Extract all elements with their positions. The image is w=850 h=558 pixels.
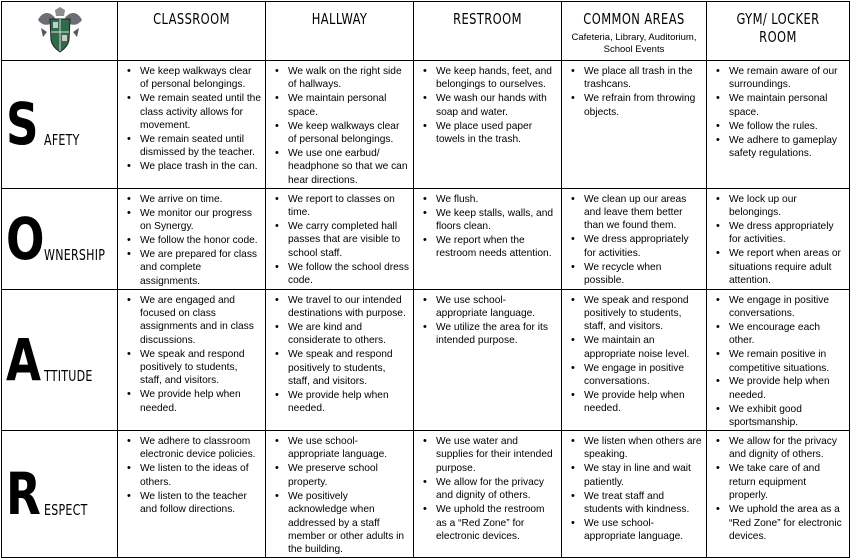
list-item: • We place used paper towels in the trash.: [436, 120, 557, 147]
column-header-common-areas: [562, 2, 707, 61]
list-item: • We keep stalls, walls, and floors clean.: [436, 207, 557, 234]
list-item: • We place trash in the can.: [140, 160, 261, 173]
row-initial: A: [6, 325, 42, 394]
matrix-row-ownership: [2, 188, 850, 289]
column-title: CLASSROOM: [153, 10, 230, 28]
list-item: • We travel to our intended destinations with purpose.: [288, 294, 409, 321]
cell-safety-hallway: [266, 61, 414, 189]
list-item: • We speak and respond positively to students, staff, and visitors.: [140, 348, 261, 388]
list-item: • We maintain an appropriate noise level.: [584, 334, 702, 361]
list-item: • We place all trash in the trashcans.: [584, 65, 702, 92]
column-header-classroom: [118, 2, 266, 61]
list-item: • We remain aware of our surroundings.: [729, 65, 845, 92]
list-item: • We report when areas or situations require adult attention.: [729, 247, 845, 287]
row-initial: S: [6, 90, 39, 159]
header-row: [2, 2, 850, 61]
list-item: • We treat staff and students with kindness.: [584, 490, 702, 517]
column-subtitle: Cafeteria, Library, Auditorium, School Events: [571, 32, 697, 55]
list-item: • We stay in line and wait patiently.: [584, 462, 702, 489]
list-item: • We report to classes on time.: [288, 193, 409, 220]
cell-attitude-restroom: [414, 289, 562, 431]
list-item: • We carry completed hall passes that are visible to school staff.: [288, 220, 409, 260]
list-item: • We allow for the privacy and dignity of others.: [729, 435, 845, 462]
cell-ownership-hallway: [266, 188, 414, 289]
column-title: HALLWAY: [311, 10, 368, 28]
list-item: • We maintain personal space.: [288, 92, 409, 119]
row-initial: O: [6, 204, 45, 273]
list-item: • We are prepared for class and complete assignments.: [140, 248, 261, 288]
list-item: • We refrain from throwing objects.: [584, 92, 702, 119]
cell-respect-hallway: [266, 431, 414, 558]
list-item: • We maintain personal space.: [729, 92, 845, 119]
matrix-row-attitude: [2, 289, 850, 431]
list-item: • We take care of and return equipment properly.: [729, 462, 845, 502]
cell-attitude-hallway: [266, 289, 414, 431]
list-item: • We clean up our areas and leave them better than we found them.: [584, 193, 702, 233]
row-header-attitude: [2, 289, 118, 431]
list-item: • We provide help when needed.: [584, 389, 702, 416]
list-item: • We keep walkways clear of personal belongings.: [288, 120, 409, 147]
list-item: • We monitor our progress on Synergy.: [140, 207, 261, 234]
list-item: • We use water and supplies for their intended purpose.: [436, 435, 557, 475]
list-item: • We are engaged and focused on class assignments and in class discussions.: [140, 294, 261, 348]
cell-respect-gym: [707, 431, 850, 558]
cell-attitude-classroom: [118, 289, 266, 431]
list-item: • We use one earbud/ headphone so that we can hear directions.: [288, 147, 409, 187]
cell-respect-restroom: [414, 431, 562, 558]
list-item: • We engage in positive conversations.: [584, 362, 702, 389]
row-header-safety: [2, 61, 118, 189]
row-label-rest: AFETY: [44, 131, 80, 150]
behavior-matrix-table: [1, 1, 850, 558]
list-item: • We keep hands, feet, and belongings to ourselves.: [436, 65, 557, 92]
cell-ownership-classroom: [118, 188, 266, 289]
list-item: • We engage in positive conversations.: [729, 294, 845, 321]
list-item: • We dress appropriately for activities.: [584, 233, 702, 260]
column-title: COMMON AREAS: [583, 10, 685, 28]
logo-cell: [2, 2, 118, 61]
list-item: • We follow the honor code.: [140, 234, 261, 247]
list-item: • We allow for the privacy and dignity of others.: [436, 476, 557, 503]
matrix-row-respect: [2, 431, 850, 558]
list-item: • We listen to the ideas of others.: [140, 462, 261, 489]
row-header-ownership: [2, 188, 118, 289]
list-item: • We use school-appropriate language.: [436, 294, 557, 321]
list-item: • We uphold the area as a “Red Zone” for electronic devices.: [729, 503, 845, 543]
row-label-rest: WNERSHIP: [44, 245, 106, 264]
list-item: • We exhibit good sportsmanship.: [729, 403, 845, 430]
eagle-crest-logo-icon: [35, 4, 85, 54]
column-header-gym-locker-room: [707, 2, 850, 61]
column-header-hallway: [266, 2, 414, 61]
list-item: • We adhere to classroom electronic device policies.: [140, 435, 261, 462]
list-item: • We walk on the right side of hallways.: [288, 65, 409, 92]
list-item: • We use school-appropriate language.: [584, 517, 702, 544]
cell-ownership-gym: [707, 188, 850, 289]
column-header-restroom: [414, 2, 562, 61]
cell-respect-classroom: [118, 431, 266, 558]
list-item: • We arrive on time.: [140, 193, 261, 206]
list-item: • We remain positive in competitive situations.: [729, 348, 845, 375]
list-item: • We adhere to gameplay safety regulations.: [729, 134, 845, 161]
matrix-row-safety: [2, 61, 850, 189]
list-item: • We flush.: [436, 193, 557, 206]
list-item: • We dress appropriately for activities.: [729, 220, 845, 247]
list-item: • We provide help when needed.: [140, 388, 261, 415]
list-item: • We keep walkways clear of personal belongings.: [140, 65, 261, 92]
list-item: • We uphold the restroom as a “Red Zone” for electronic devices.: [436, 503, 557, 543]
list-item: • We provide help when needed.: [288, 389, 409, 416]
list-item: • We recycle when possible.: [584, 261, 702, 288]
cell-attitude-common-areas: [562, 289, 707, 431]
cell-safety-gym: [707, 61, 850, 189]
cell-ownership-restroom: [414, 188, 562, 289]
list-item: • We speak and respond positively to students, staff, and visitors.: [288, 348, 409, 388]
list-item: • We remain seated until the class activity allows for movement.: [140, 92, 261, 132]
list-item: • We are kind and considerate to others.: [288, 321, 409, 348]
list-item: • We encourage each other.: [729, 321, 845, 348]
column-title: RESTROOM: [453, 10, 522, 28]
row-label-rest: ESPECT: [44, 501, 88, 520]
cell-safety-classroom: [118, 61, 266, 189]
list-item: • We provide help when needed.: [729, 375, 845, 402]
list-item: • We lock up our belongings.: [729, 193, 845, 220]
row-label-rest: TTITUDE: [44, 366, 93, 385]
list-item: • We utilize the area for its intended purpose.: [436, 321, 557, 348]
list-item: • We wash our hands with soap and water.: [436, 92, 557, 119]
list-item: • We use school-appropriate language.: [288, 435, 409, 462]
list-item: • We remain seated until dismissed by the teacher.: [140, 133, 261, 160]
list-item: • We listen to the teacher and follow directions.: [140, 490, 261, 517]
list-item: • We positively acknowledge when addressed by a staff member or other adults in the building.: [288, 490, 409, 557]
list-item: • We follow the school dress code.: [288, 261, 409, 288]
cell-attitude-gym: [707, 289, 850, 431]
cell-safety-restroom: [414, 61, 562, 189]
list-item: • We follow the rules.: [729, 120, 845, 133]
list-item: • We report when the restroom needs attention.: [436, 234, 557, 261]
cell-respect-common-areas: [562, 431, 707, 558]
cell-ownership-common-areas: [562, 188, 707, 289]
list-item: • We preserve school property.: [288, 462, 409, 489]
column-title: GYM/ LOCKER ROOM: [736, 10, 820, 46]
list-item: • We speak and respond positively to students, staff, and visitors.: [584, 294, 702, 334]
row-header-respect: [2, 431, 118, 558]
list-item: • We listen when others are speaking.: [584, 435, 702, 462]
row-initial: R: [6, 460, 41, 529]
cell-safety-common-areas: [562, 61, 707, 189]
